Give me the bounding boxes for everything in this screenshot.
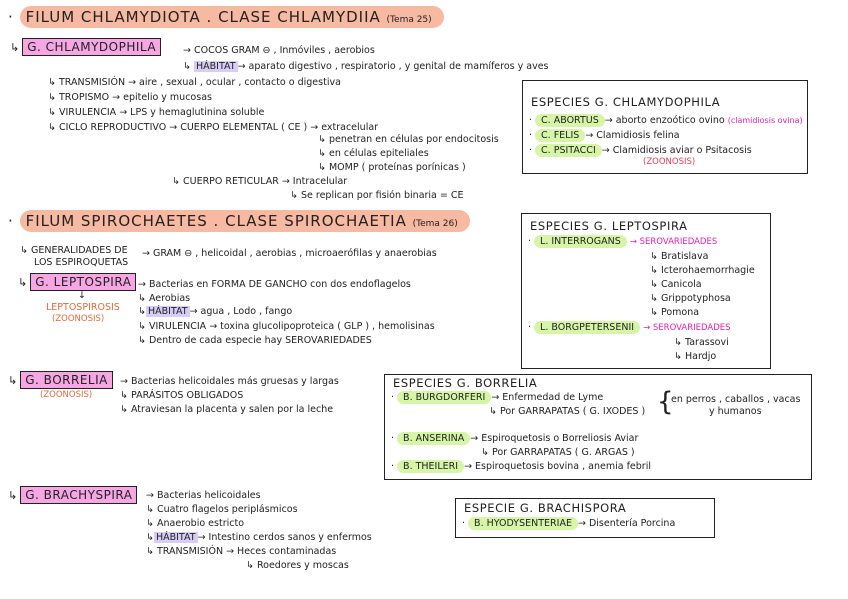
species-text: → Espiroquetosis o Borreliosis Aviar (470, 433, 639, 444)
box-brachyspira-sp1 (462, 518, 675, 529)
arrow-icon: ↳ (10, 41, 20, 54)
species-name: C. FELIS (535, 129, 585, 142)
s2-disease: LEPTOSPIROSIS (46, 302, 120, 313)
genus-chlamydophila: G. CHLAMYDOPHILA (22, 38, 161, 56)
box-borrelia-sp1 (391, 392, 603, 403)
box-borrelia (384, 374, 812, 480)
s2-disease-arrow: ↓ (78, 290, 86, 301)
s1-item-8: ↳ Se replican por fisión binaria = CE (290, 190, 464, 201)
species-name: B. THEILERI (397, 460, 464, 473)
serovar-item: ↳ Grippotyphosa (650, 293, 731, 304)
serovar-label: → SEROVARIEDADES (629, 237, 718, 247)
s1-item-3: ↳ CICLO REPRODUCTIVO → CUERPO ELEMENTAL ( CE ) → extracelular (48, 122, 379, 133)
s4-item-1: ↳ Cuatro flagelos periplásmicos (146, 504, 298, 515)
s2-general-label2: LOS ESPIROQUETAS (34, 257, 129, 268)
s1-item-1: ↳ TROPISMO → epitelio y mucosas (48, 92, 212, 103)
serovar-item: ↳ Bratislava (650, 251, 709, 262)
bullet: · (529, 115, 536, 126)
species-text: → Disentería Porcina (577, 518, 676, 529)
bullet: · (529, 130, 536, 141)
habitat-text: → agua , Lodo , fango (189, 306, 293, 317)
genus-leptospira: G. LEPTOSPIRA (30, 273, 136, 291)
section2-genus-row (18, 275, 136, 289)
box-brachyspira-title: ESPECIE G. BRACHISPORA (464, 501, 627, 515)
box-borrelia-hosts2: y humanos (709, 406, 762, 417)
bullet: · (528, 322, 535, 333)
habitat-arrow-icon: ↳ (138, 306, 146, 317)
s4-item-5: ↳ Roedores y moscas (246, 560, 349, 571)
serovar-item: ↳ Tarassovi (674, 337, 729, 348)
section1-title-highlight (20, 6, 444, 28)
serovar-item: ↳ Hardjo (674, 351, 717, 362)
title-bullet: · (8, 212, 14, 230)
section1-title (8, 8, 444, 26)
s1-item-0: ↳ TRANSMISIÓN → aire , sexual , ocular , contacto o digestiva (48, 77, 341, 88)
section4-genus-row (8, 488, 137, 502)
s4-item-0: → Bacterias helicoidales (146, 490, 261, 501)
habitat-label: HÁBITAT (195, 61, 236, 72)
s4-habitat (146, 532, 372, 543)
box-leptospira-sp2 (528, 322, 731, 333)
section2-title-text: FILUM SPIROCHAETES . CLASE SPIROCHAETIA (25, 212, 407, 230)
box-borrelia-sp3 (391, 461, 651, 472)
s2-zoonosis: (ZOONOSIS) (52, 314, 105, 324)
section1-genus-row (10, 40, 161, 54)
arrow-icon: ↳ (8, 374, 18, 387)
arrow-icon: ↳ (8, 489, 18, 502)
s2-general-label: ↳ GENERALIDADES DE (20, 245, 128, 256)
box-borrelia-sp1-t2: ↳ Por GARRAPATAS ( G. IXODES ) (489, 406, 646, 417)
box-chlamydophila-row-1 (529, 130, 680, 141)
s1-item-7: ↳ CUERPO RETICULAR → Intracelular (172, 176, 348, 187)
zoonosis-note: (ZOONOSIS) (643, 157, 696, 167)
s1-item-4: ↳ penetran en células por endocitosis (318, 134, 499, 145)
section3-genus-row (8, 373, 113, 387)
bullet: · (391, 433, 398, 444)
box-leptospira (521, 213, 771, 369)
box-chlamydophila-row-0 (529, 115, 803, 126)
title-bullet: · (8, 8, 14, 26)
habitat-label: HÁBITAT (155, 532, 196, 543)
section1-tema: (Tema 25) (386, 15, 432, 25)
s3-item-2: ↳ Atraviesan la placenta y salen por la leche (120, 404, 334, 415)
bullet: · (462, 518, 469, 529)
s2-general-text: → GRAM ⊖ , helicoidal , aerobias , microaerófilas y anaerobias (142, 248, 437, 259)
species-text: → aborto enzoótico ovino (604, 115, 725, 126)
box-brachyspira (455, 498, 715, 538)
s1-item-2: ↳ VIRULENCIA → LPS y hemaglutinina soluble (48, 107, 265, 118)
habitat-text: → Intestino cerdos sanos y enfermos (197, 532, 372, 543)
s1-item-5: ↳ en células epiteliales (318, 148, 429, 159)
bullet: · (529, 145, 536, 156)
s1-habitat (183, 61, 549, 72)
s3-item-1: ↳ PARÁSITOS OBLIGADOS (120, 390, 244, 401)
habitat-text: → aparato digestivo , respiratorio , y genital de mamíferos y aves (237, 61, 549, 72)
species-name: C. ABORTUS (535, 114, 605, 127)
section2-title (8, 212, 470, 230)
s2-habitat (138, 306, 292, 317)
serovar-item: ↳ Pomona (650, 307, 700, 318)
species-note: (clamidiosis ovina) (727, 116, 803, 125)
genus-brachyspira: G. BRACHYSPIRA (20, 486, 137, 504)
box-leptospira-sp1 (528, 236, 717, 247)
serovar-item: ↳ Canicola (650, 279, 702, 290)
box-chlamydophila-row-2 (529, 145, 752, 156)
box-borrelia-hosts1: en perros , caballos , vacas (671, 394, 801, 405)
section2-title-highlight (20, 210, 470, 232)
box-borrelia-sp2 (391, 433, 638, 444)
box-borrelia-title: ESPECIES G. BORRELIA (393, 376, 538, 390)
habitat-arrow-icon: ↳ (146, 532, 154, 543)
s3-zoonosis: (ZOONOSIS) (40, 390, 93, 400)
box-chlamydophila (522, 80, 808, 174)
species-name: L. BORGPETERSENII (534, 321, 640, 334)
section2-tema: (Tema 26) (412, 219, 458, 229)
s2-item-4: ↳ Dentro de cada especie hay SEROVARIEDADES (138, 335, 372, 346)
bullet: · (528, 236, 535, 247)
brace-icon: { (657, 387, 674, 417)
species-name: C. PSITACCI (535, 144, 602, 157)
species-text: → Enfermedad de Lyme (491, 392, 604, 403)
habitat-label: HÁBITAT (147, 306, 188, 317)
habitat-arrow-icon: ↳ (183, 61, 194, 72)
genus-borrelia: G. BORRELIA (20, 371, 113, 389)
section1-title-text: FILUM CHLAMYDIOTA . CLASE CHLAMYDIIA (25, 8, 381, 26)
species-name: B. BURGDORFERI (397, 391, 491, 404)
s2-item-0: → Bacterias en FORMA DE GANCHO con dos endoflagelos (138, 279, 411, 290)
s4-item-4: ↳ TRANSMISIÓN → Heces contaminadas (146, 546, 337, 557)
species-name: B. ANSERINA (397, 432, 470, 445)
arrow-icon: ↳ (18, 276, 28, 289)
serovar-item: ↳ Icterohaemorrhagie (650, 265, 755, 276)
box-leptospira-title: ESPECIES G. LEPTOSPIRA (530, 219, 688, 233)
species-text: → Clamidiosis aviar o Psitacosis (601, 145, 752, 156)
box-chlamydophila-title: ESPECIES G. CHLAMYDOPHILA (531, 95, 721, 109)
species-name: L. INTERROGANS (534, 235, 627, 248)
s1-line1: → COCOS GRAM ⊖ , Inmóviles , aerobios (183, 45, 375, 56)
s2-item-3: ↳ VIRULENCIA → toxina glucolipoproteica ( GLP ) , hemolisinas (138, 321, 435, 332)
s1-item-6: ↳ MOMP ( proteínas porínicas ) (318, 162, 466, 173)
box-borrelia-sp2-t2: ↳ Por GARRAPATAS ( G. ARGAS ) (481, 447, 635, 458)
bullet: · (391, 461, 398, 472)
s2-item-1: ↳ Aerobias (138, 293, 191, 304)
serovar-label: → SEROVARIEDADES (643, 323, 731, 333)
s3-item-0: → Bacterias helicoidales más gruesas y largas (120, 376, 339, 387)
species-text: → Espiroquetosis bovina , anemia febril (464, 461, 651, 472)
bullet: · (391, 392, 398, 403)
species-text: → Clamidiosis felina (585, 130, 680, 141)
species-name: B. HYODYSENTERIAE (468, 517, 578, 530)
s4-item-2: ↳ Anaerobio estricto (146, 518, 245, 529)
